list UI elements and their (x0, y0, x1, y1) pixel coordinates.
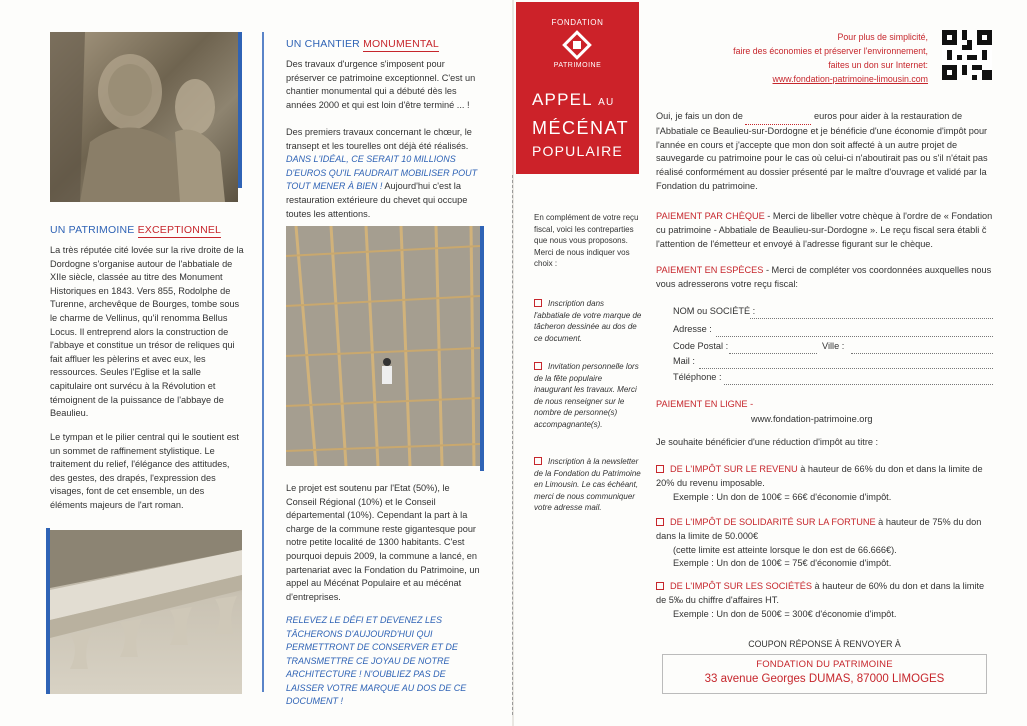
middle-heading: UN CHANTIER MONUMENTAL (286, 38, 439, 50)
middle-highlight: DANS L'IDÉAL, CE SERAIT 10 MILLIONS D'EUROS QU'IL FAUDRAIT MOBILISER POUT TOUT MENER À BIEN ! (286, 154, 478, 192)
cut-line (512, 175, 513, 715)
option-societes[interactable]: DE L'IMPÔT SUR LES SOCIÉTÉS à hauteur de 60% du don et dans la limite de 5‰ du chiffre d'affaires HT. Exemple : Un don de 500€ = 300€ d'économie d'impôt. (656, 581, 985, 619)
coupon-name: FONDATION DU PATRIMOINE (756, 659, 893, 670)
mail-label: Mail : (673, 356, 695, 366)
left-para-1: La très réputée cité lovée sur la rive droite de la Dordogne s'organise autour de l'abbatiale de XIIe siècle, classée au titre des Monument Historiques en 1843. Vers 855, Rodolphe de Turenne, archevêque de Bourges, tombe sous le charme de Vellinus, qu'il renomma Bellus Locus. Il entreprend alors la construction de l'abbaye et constitue un trésor de reliques qui fait affluer les pèlerins et avec eux, les ressources. Seules l'Eglise et la salle capitulaire ont survécu à la Révolution et témoignent de la puissance de l'abbaye de Beaulieu. (50, 245, 244, 419)
fondation-banner (516, 2, 639, 174)
banner-patrimoine: PATRIMOINE (553, 62, 602, 69)
option-revenu[interactable]: DE L'IMPÔT SUR LE REVENU à hauteur de 66% du don et dans la limite de 20% du revenu imposable. Exemple : Un don de 100€ = 66€ d'économie d'impôt. (656, 464, 983, 502)
reduction-intro: Je souhaite bénéficier d'une réduction d'impôt au titre : (656, 437, 879, 447)
coupon-address-box (662, 654, 987, 694)
checkbox-icon[interactable] (534, 299, 542, 307)
choice-item-2[interactable]: Invitation personnelle lors de la fête populaire inaugurant les travaux. Merci de nous renseigner sur le nombre de personne(s) accompagnante(s). (534, 362, 639, 429)
mail-field[interactable] (699, 368, 993, 369)
checkbox-icon[interactable] (534, 457, 542, 465)
tympanum-sculpture-photo (50, 32, 238, 202)
banner-title-mecenat: MÉCÉNAT (532, 118, 630, 138)
ligne-url[interactable]: www.fondation-patrimoine.org (751, 414, 873, 424)
adresse-label: Adresse : (673, 324, 712, 334)
nom-label: NOM ou SOCIÉTÉ : (673, 306, 756, 316)
banner-foundation: FONDATION (551, 18, 604, 27)
nom-field[interactable] (750, 318, 993, 319)
ligne-title: PAIEMENT EN LIGNE - (656, 399, 754, 409)
banner-title-appel: APPEL AU (532, 90, 615, 109)
online-donation-link[interactable]: www.fondation-patrimoine-limousin.com (772, 74, 928, 84)
amount-field[interactable] (745, 110, 811, 125)
code-postal-field[interactable] (729, 353, 817, 354)
online-donation-note: Pour plus de simplicité, faire des économies et préserver l'environnement, faites un don sur Internet: www.fondation-patrimoine-limousin.com (680, 30, 928, 86)
blue-accent-bar-3 (480, 226, 484, 471)
middle-callout: RELEVEZ LE DÉFI ET DEVENEZ LES TÂCHERONS D'AUJOURD'HUI QUI PERMETTRONT DE CONSERVER ET DE TRANSMETTRE CE JOYAU DE NOTRE ARCHITECTURE ! N'OUBLIEZ PAS DE LAISSER VOTRE MARQUE AU DOS DE CE DOCUMENT ! (286, 615, 467, 706)
middle-blue-rule (262, 32, 264, 692)
adresse-field[interactable] (716, 336, 993, 337)
donation-intro: Oui, je fais un don de euros pour aider à la restauration de l'Abbatiale ce Beaulieu-sur-Dordogne et je bénéficie d'une économie d'impôt pour l'année en cours et j'accepte que mon don soit affecté à un autre projet de sauvegarde cu patrimoine pour le cas où celui-ci n'aboutirait pas ou s'il n'était pas réalisé conformément au dossier présenté par le maître d'ouvrage et validé par la Fondation du patrimoine. (656, 111, 988, 191)
qr-code-icon[interactable] (942, 30, 992, 80)
banner-title-populaire: POPULAIRE (532, 143, 623, 159)
coupon-address: 33 avenue Georges DUMAS, 87000 LIMOGES (704, 673, 945, 685)
especes-section: PAIEMENT EN ESPÈCES - Merci de compléter vos coordonnées auxquelles nous vous adresserons votre reçu fiscal: (656, 265, 992, 289)
choice-item-1[interactable]: Inscription dans l'abbatiale de votre marque de tâcheron dessinée au dos de ce document. (534, 299, 642, 343)
code-postal-label: Code Postal : (673, 341, 729, 351)
checkbox-icon[interactable] (656, 582, 664, 590)
ville-field[interactable] (851, 353, 993, 354)
checkbox-icon[interactable] (534, 362, 542, 370)
blue-accent-bar (238, 32, 242, 188)
checkbox-icon[interactable] (656, 518, 664, 526)
telephone-label: Téléphone : (673, 372, 722, 382)
option-isf[interactable]: DE L'IMPÔT DE SOLIDARITÉ SUR LA FORTUNE à hauteur de 75% du don dans la limite de 50.000€ (cette limite est atteinte lorsque le don est de 66.666€). Exemple : Un don de 100€ = 75€ d'économie d'impôt. (656, 517, 982, 569)
middle-para-2: Des premiers travaux concernant le chœur, le transept et les tourelles ont déjà été réalisés. DANS L'IDÉAL, CE SERAIT 10 MILLIONS D'EUROS QU'IL FAUDRAIT MOBILISER POUT TOUT MENER À BIEN ! Aujourd'hui c'est la restauration extérieure du chevet qui occupe toutes les attentions. (286, 127, 478, 219)
middle-para-3: Le projet est soutenu par l'Etat (50%), le Conseil Régional (10%) et le Conseil départemental (10%). Cependant la part à la charge de la commune reste gigantesque pour notre petite localité de 1300 habitants. C'est pourquoi depuis 2009, la commune a lancé, en partenariat avec la Fondation du Patrimoine, un appel au Mécénat Populaire et au mécénat d'entreprises. (286, 483, 480, 602)
telephone-field[interactable] (724, 384, 993, 385)
cheque-section: PAIEMENT PAR CHÈQUE - Merci de libeller votre chèque à l'ordre de « Fondation cu patrimoine - Abbatiale de Beaulieu-sur-Dordogne ». Le reçu fiscal sera établi č l'attention de l'émetteur et envoyé à l'adresse figurant sur le chèque. (656, 211, 993, 249)
left-heading: UN PATRIMOINE EXCEPTIONNEL (50, 224, 222, 236)
choice-item-3[interactable]: Inscription à la newsletter de la Fondation du Patrimoine en Limousin. Le cas échéant, merci de nous communiquer votre adresse mail. (534, 457, 641, 512)
middle-para-1: Des travaux d'urgence s'imposent pour préserver ce patrimoine exceptionnel. C'est un chantier monumental qui a débuté dès les années 2000 et qui est loin d'être terminé ... ! (286, 59, 476, 110)
checkbox-icon[interactable] (656, 465, 664, 473)
scaffolding-photo (286, 226, 480, 466)
fondation-logo-icon (562, 30, 592, 60)
coupon-title: COUPON RÉPONSE À RENVOYER À (748, 639, 901, 649)
left-para-2: Le tympan et le pilier central qui le soutient est un sommet de raffinement stylistique. Le traitement du relief, l'élégance des attitudes, des gestes, des drapés, l'expression des visages, font de cet ensemble, un des éléments majeurs de l'art roman. (50, 432, 239, 510)
corbels-photo (50, 530, 242, 694)
ville-label: Ville : (822, 341, 845, 351)
choices-intro: En complément de votre reçu fiscal, voici les contreparties que nous vous proposons. Merci de nous indiquer vos choix : (534, 213, 639, 268)
